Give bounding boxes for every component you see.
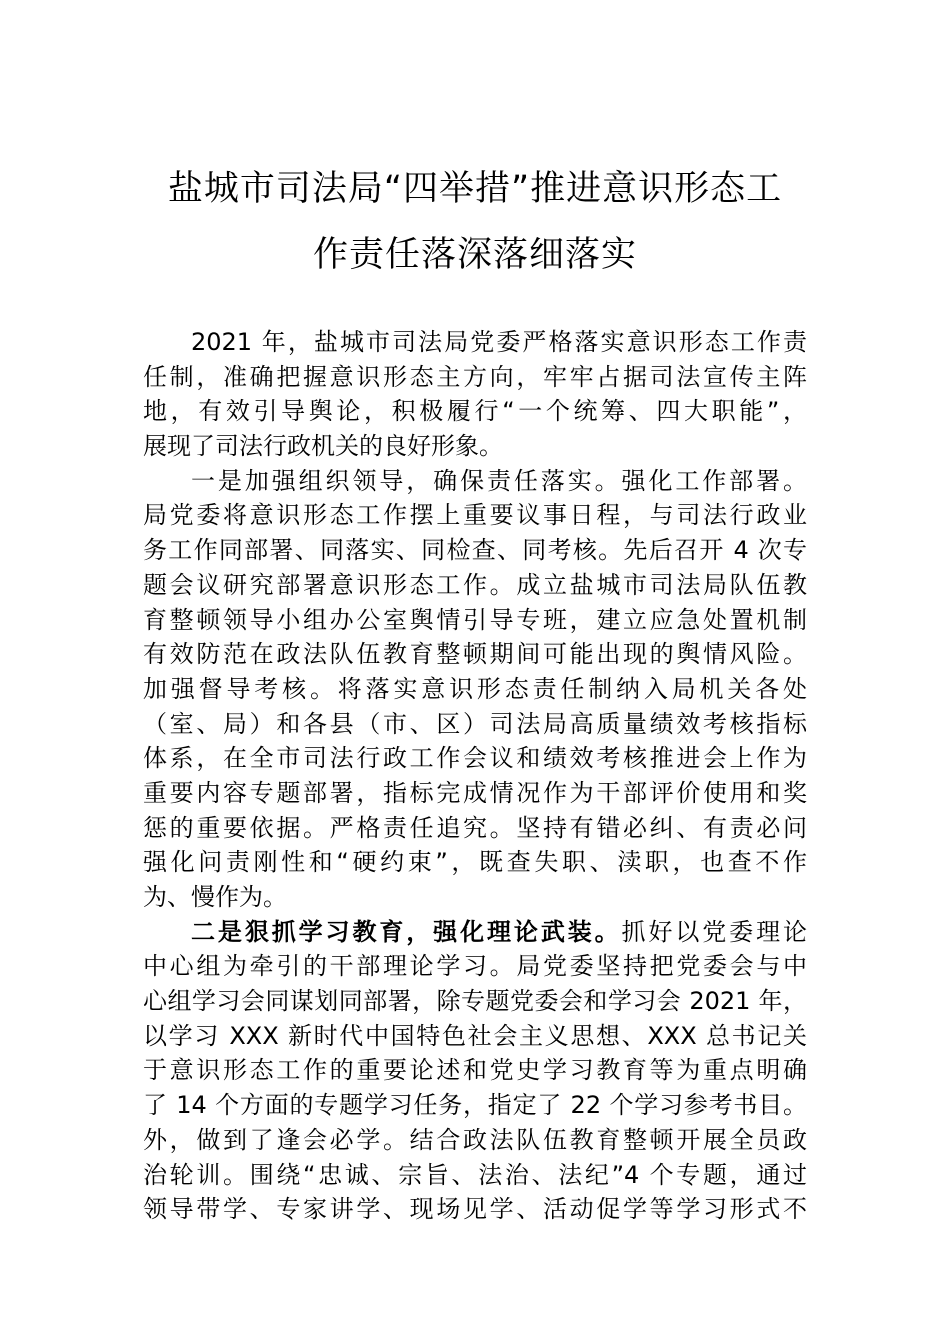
- body-line: 了 14 个方面的专题学习任务，指定了 22 个学习参考书目。: [143, 1091, 807, 1120]
- body-line: 务工作同部署、同落实、同检查、同考核。先后召开 4 次专: [143, 536, 807, 565]
- body-line: 重要内容专题部署，指标完成情况作为干部评价使用和奖: [143, 778, 807, 807]
- body-line: 有效防范在政法队伍教育整顿期间可能出现的舆情风险。: [143, 640, 807, 669]
- body-line: 任制，准确把握意识形态主方向，牢牢占据司法宣传主阵: [143, 362, 807, 391]
- body-line: 题会议研究部署意识形态工作。成立盐城市司法局队伍教: [143, 570, 807, 599]
- body-line: 惩的重要依据。严格责任追究。坚持有错必纠、有责必问: [143, 813, 807, 842]
- body-line: 治轮训。围绕“忠诚、宗旨、法治、法纪”4 个专题，通过: [143, 1160, 807, 1189]
- document-title-line-2: 作责任落深落细落实: [312, 235, 637, 275]
- body-line: 育整顿领导小组办公室舆情引导专班，建立应急处置机制: [143, 605, 807, 634]
- body-line: 心组学习会同谋划同部署，除专题党委会和学习会 2021 年，: [143, 987, 807, 1016]
- body-line: 强化问责刚性和“硬约束”，既查失职、渎职，也查不作: [143, 848, 807, 877]
- body-line: 体系，在全市司法行政工作会议和绩效考核推进会上作为: [143, 744, 807, 773]
- document-title-line-1: 盐城市司法局“四举措”推进意识形态工: [167, 169, 783, 209]
- body-line: 2021 年，盐城市司法局党委严格落实意识形态工作责: [191, 328, 807, 356]
- body-line: 加强督导考核。将落实意识形态责任制纳入局机关各处: [143, 674, 807, 703]
- body-line: 局党委将意识形态工作摆上重要议事日程，与司法行政业: [143, 501, 807, 530]
- body-line: 以学习 XXX 新时代中国特色社会主义思想、XXX 总书记关: [143, 1021, 807, 1050]
- body-line: 展现了司法行政机关的良好形象。: [143, 432, 503, 461]
- body-line: 中心组为牵引的干部理论学习。局党委坚持把党委会与中: [143, 952, 807, 981]
- body-line: 地，有效引导舆论，积极履行“一个统筹、四大职能”，: [143, 397, 807, 426]
- body-line: 一是加强组织领导，确保责任落实。强化工作部署。: [191, 466, 807, 495]
- body-line: 为、慢作为。: [143, 883, 287, 911]
- body-line: （室、局）和各县（市、区）司法局高质量绩效考核指标: [143, 709, 807, 738]
- body-line: 于意识形态工作的重要论述和党史学习教育等为重点明确: [143, 1056, 807, 1085]
- body-line: 二是狠抓学习教育，强化理论武装。抓好以党委理论: [191, 917, 808, 946]
- body-line: 领导带学、专家讲学、现场见学、活动促学等学习形式不: [143, 1195, 807, 1224]
- document-body: [143, 325, 807, 1227]
- body-line: 外，做到了逢会必学。结合政法队伍教育整顿开展全员政: [143, 1125, 807, 1154]
- section-heading: 二是狠抓学习教育，强化理论武装。: [191, 917, 622, 946]
